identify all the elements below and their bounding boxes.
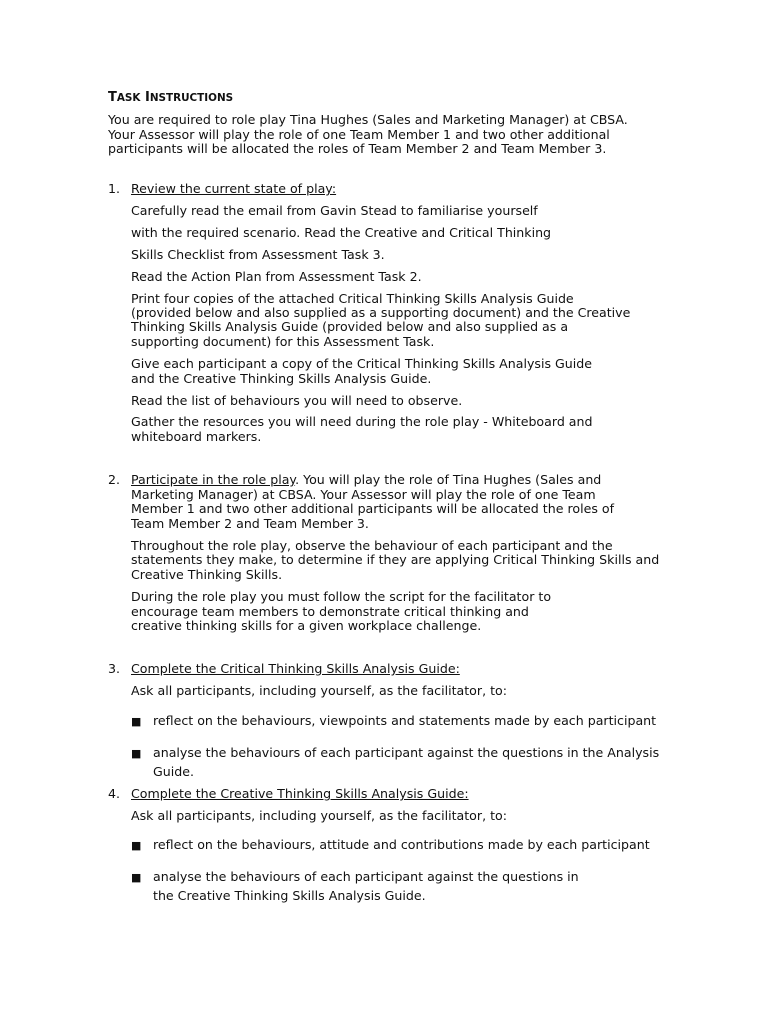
s4-bullet-2-marker: ■ <box>131 871 142 884</box>
s4-ask: Ask all participants, including yourself, as the facilitator, to: <box>131 808 507 823</box>
section-1-title: Review the current state of play: <box>131 181 337 196</box>
heading-letters-nstructions: NSTRUCTIONS <box>149 92 234 104</box>
s2-p1-line-3: Member 1 and two other additional participants will be allocated the roles of <box>131 501 615 516</box>
section-2-number: 2. <box>108 472 121 487</box>
s2-p2-line-3: Creative Thinking Skills. <box>131 567 283 582</box>
s2-line-1 <box>131 473 601 488</box>
s3-bullet-2-marker: ■ <box>131 747 142 760</box>
s2-p1-line-2: Marketing Manager) at CBSA. Your Assessor will play the role of one Team <box>131 487 596 502</box>
s1-p1-line-1: Carefully read the email from Gavin Stead to familiarise yourself <box>131 203 538 218</box>
s1-p3-line-2: (provided below and also supplied as a supporting document) and the Creative <box>131 305 631 320</box>
s4-bullet-2-line-2: the Creative Thinking Skills Analysis Guide. <box>153 888 426 903</box>
s4-bullet-1-marker: ■ <box>131 839 142 852</box>
heading-letter-t: T <box>108 90 117 105</box>
intro-line-1: You are required to role play Tina Hughes (Sales and Marketing Manager) at CBSA. <box>108 112 628 127</box>
s1-p1-line-3: Skills Checklist from Assessment Task 3. <box>131 247 385 262</box>
s3-bullet-2-line-2: Guide. <box>153 764 194 779</box>
s1-p3-line-1: Print four copies of the attached Critical Thinking Skills Analysis Guide <box>131 291 574 306</box>
section-1-number: 1. <box>108 181 121 196</box>
s4-bullet-2-line-1: analyse the behaviours of each participant against the questions in <box>153 869 579 884</box>
s3-bullet-2-line-1: analyse the behaviours of each participant against the questions in the Analysis <box>153 745 660 760</box>
task-instructions-heading <box>108 91 233 106</box>
intro-line-3: participants will be allocated the roles of Team Member 2 and Team Member 3. <box>108 141 607 156</box>
s1-p6-line-1: Gather the resources you will need during the role play - Whiteboard and <box>131 414 593 429</box>
s1-p6-line-2: whiteboard markers. <box>131 429 262 444</box>
s1-p5: Read the list of behaviours you will need to observe. <box>131 393 463 408</box>
s2-p3-line-3: creative thinking skills for a given workplace challenge. <box>131 618 482 633</box>
heading-letters-ask: ASK <box>116 92 141 104</box>
heading-letter-i: I <box>144 90 150 105</box>
s2-p2-line-1: Throughout the role play, observe the behaviour of each participant and the <box>131 538 613 553</box>
intro-line-2: Your Assessor will play the role of one Team Member 1 and two other additional <box>108 127 610 142</box>
s1-p1-line-2: with the required scenario. Read the Creative and Critical Thinking <box>131 225 552 240</box>
s2-p2-line-2: statements they make, to determine if they are applying Critical Thinking Skills and <box>131 552 660 567</box>
section-3-number: 3. <box>108 661 121 676</box>
s2-p3-line-1: During the role play you must follow the script for the facilitator to <box>131 589 552 604</box>
s2-p1-line-4: Team Member 2 and Team Member 3. <box>131 516 369 531</box>
s3-bullet-1: reflect on the behaviours, viewpoints and statements made by each participant <box>153 713 657 728</box>
section-4-number: 4. <box>108 786 121 801</box>
s2-title-rest: . You will play the role of Tina Hughes (Sales and <box>295 472 602 487</box>
section-2-title: Participate in the role play <box>131 472 296 487</box>
s1-p3-line-3: Thinking Skills Analysis Guide (provided below and also supplied as a <box>131 319 569 334</box>
s3-ask: Ask all participants, including yourself, as the facilitator, to: <box>131 683 507 698</box>
s4-bullet-1: reflect on the behaviours, attitude and contributions made by each participant <box>153 837 650 852</box>
s1-p2: Read the Action Plan from Assessment Task 2. <box>131 269 422 284</box>
s1-p3-line-4: supporting document) for this Assessment Task. <box>131 334 435 349</box>
section-3-title: Complete the Critical Thinking Skills Analysis Guide: <box>131 661 460 676</box>
s2-p3-line-2: encourage team members to demonstrate critical thinking and <box>131 604 529 619</box>
s1-p4-line-2: and the Creative Thinking Skills Analysis Guide. <box>131 371 432 386</box>
s1-p4-line-1: Give each participant a copy of the Critical Thinking Skills Analysis Guide <box>131 356 593 371</box>
section-4-title: Complete the Creative Thinking Skills Analysis Guide: <box>131 786 469 801</box>
s3-bullet-1-marker: ■ <box>131 715 142 728</box>
